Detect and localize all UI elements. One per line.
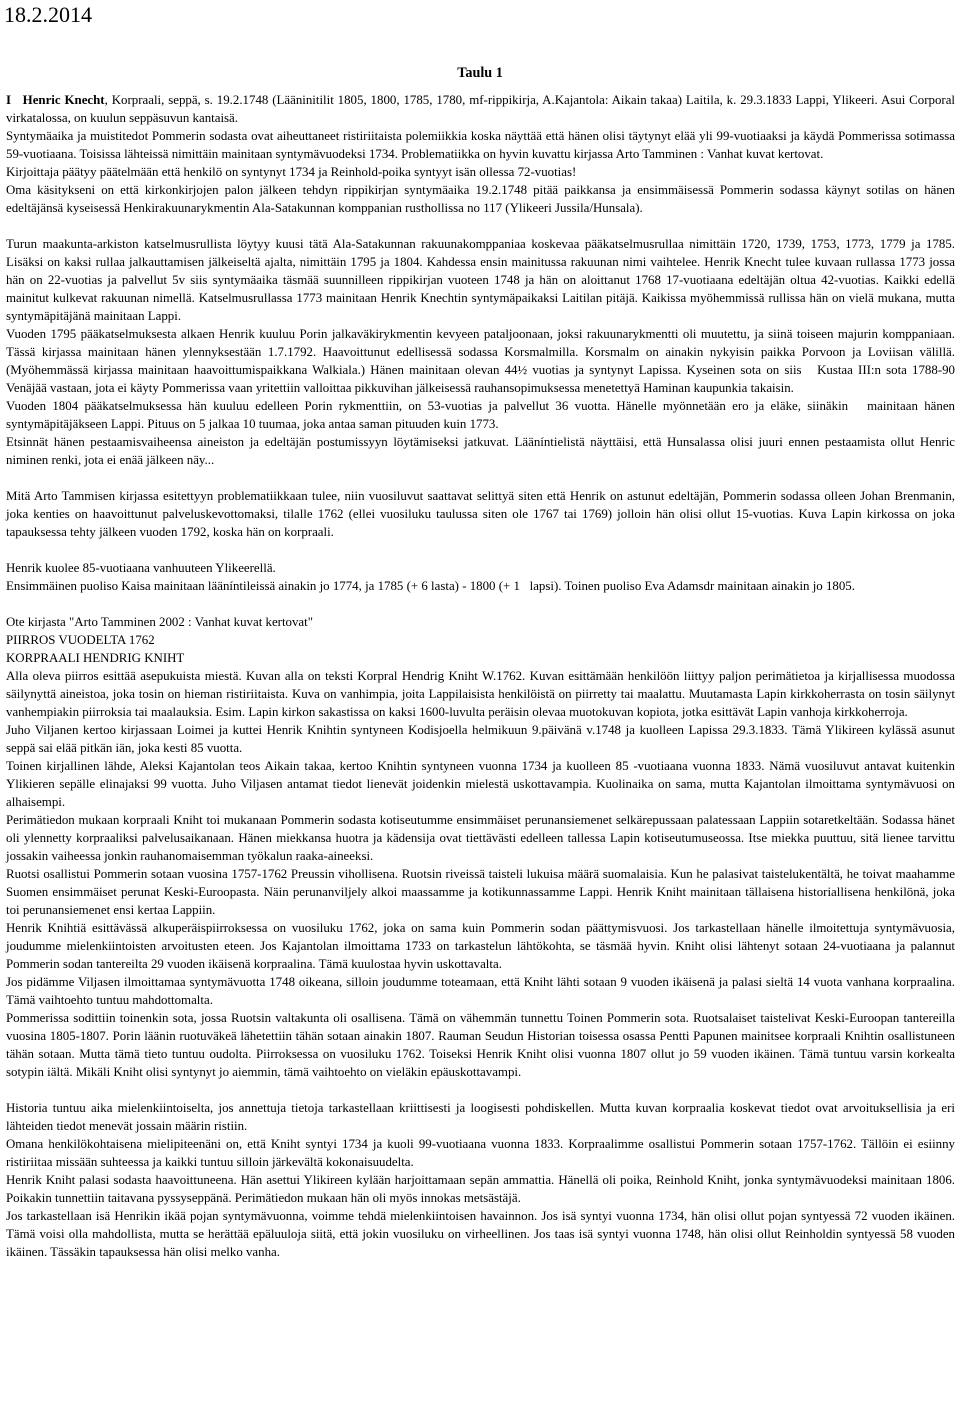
paragraph: Vuoden 1804 pääkatselmuksessa hän kuuluu edelleen Porin rykmenttiin, on 53-vuotias ja palvellut 36 vuotta. Hänelle myönnetään ero ja eläke, siinäkin mainitaan hänen syntymäpitäjäkseen Lappi. Pituus on 5 jalkaa 10 tuumaa, joka antaa saman pituuden kuin 1773.: [6, 399, 959, 431]
document-date: 18.2.2014: [4, 2, 92, 27]
paragraph: Ruotsi osallistui Pommerin sotaan vuosina 1757-1762 Preussin vihollisena. Ruotsin riveissä taisteli lukuisa määrä suomalaisia. Kun he palasivat taistelukentältä, he toivat maahamme Suomen ensimmäiset perunat Keski-Euroopasta. Näin perunanviljely alkoi maassamme ja kotikunnassamme Lappi. Henrik Kniht mainitaan tällaisena historiallisena henkilönä, joka toi perunansiemenet ensi kertaa Lappiin.: [6, 867, 959, 917]
paragraph: Pommerissa sodittiin toinenkin sota, jossa Ruotsin valtakunta oli osallisena. Tämä on vähemmän tunnettu Toinen Pommerin sota. Ruotsalaiset taistelivat Keski-Euroopan tantereilla vuosina 1805-1807. Porin läänin ruotuväkeä lähetettiin tähän sotaan ainakin 1807. Rauman Seudun Historian toisessa osassa Pentti Papunen mainitsee korpraali Knihtin osallistuneen tähän sotaan. Mutta tämä tieto tuntuu oudolta. Piirroksessa on vuosiluku 1762. Toiseksi Henrik Kniht olisi vuonna 1807 ollut jo 59 vuoden ikäinen. Tämä tuntuu varsin korkealta sotурin iältä. Mikäli Kniht olisi syntynyt jo aiemmin, tämä vaihtoehto on vieläkin epäuskottavampi.: [6, 1011, 959, 1079]
paragraph: Henrik Knihtiä esittävässä alkuperäispiirroksessa on vuosiluku 1762, joka on sama kuin Pommerin sodan päättymisvuosi. Jos tarkastellaan hänelle ilmoitettuja syntymävuosia, joudumme mielenkiintoisten arvoitusten eteen. Jos Kajantolan ilmoittama 1733 on tarkastelun lähtökohta, se täsmää hyvin. Kniht olisi lähtenyt sotaan 24-vuotiaana ja palannut Pommerin sodan tantereilta 29 vuoden ikäisenä korpraalina. Tämä kuulostaa hyvin uskottavalta.: [6, 921, 959, 971]
paragraph: Vuoden 1795 pääkatselmuksesta alkaen Henrik kuuluu Porin jalkaväkirykmentin kevyeen pataljoonaan, joksi rakuunarykmentti oli muutettu, ja siinä toiseen majurin komppaniaan. Tässä kirjassa mainitaan hänen ylennyksestään 1.7.1792. Haavoittunut edellisessä sodassa Korsmalmilla. Korsmalm on ainakin nykyisin paikka Porvoon ja Loviisan välillä. (Myöhemmässä kirjassa mainitaan haavoittumispaikkana Walkiala.) Hänen mainitaan olevan 44½ vuotias ja syntynyt Lapissa. Kyseinen sota on siis Kustaa III:n sota 1788-90 Venäjää vastaan, jota ei käyty Pommerissa vaan yritettiin valloittaa pikkuvihan jälkeisessä rauhansopimuksessa menetettyä Haminan kaupunkia takaisin.: [6, 327, 959, 395]
paragraph: Ote kirjasta "Arto Tamminen 2002 : Vanhat kuvat kertovat": [6, 615, 313, 629]
paragraph: Jos pidämme Viljasen ilmoittamaa syntymävuotta 1748 oikeana, silloin joudumme toteamaan, että Kniht lähti sotaan 9 vuoden ikäisenä ja palasi sieltä 14 vuota vanhana korpraalina. Tämä vaihtoehto tuntuu mahdottomalta.: [6, 975, 958, 1007]
paragraph: Jos tarkastellaan isä Henrikin ikää pojan syntymävuonna, voimme tehdä mielenkiintoisen havainnon. Jos isä syntyi vuonna 1734, hän olisi ollut pojan syntyessä 72 vuoden ikäinen. Tämä voisi olla mahdollista, mutta se herättää epäluuloja siitä, että jokin vuosiluku on virheellinen. Jos taas isä syntyi vuonna 1748, hän olisi ollut Reinholdin syntyessä 58 vuoden ikäinen. Tässäkin tapauksessa hän olisi melko vanha.: [6, 1209, 959, 1259]
paragraph: Henrik Kniht palasi sodasta haavoittuneena. Hän asettui Ylikireen kylään harjoittamaan sepän ammattia. Hänellä oli poika, Reinhold Kniht, jonka syntymävuodeksi mainitaan 1806. Poikakin tunnettiin taitavana pyssyseppänä. Perimätiedon mukaan hän oli myös innokas metsästäjä.: [6, 1173, 959, 1205]
paragraph-spacer: [6, 1081, 955, 1099]
paragraph-spacer: [6, 469, 955, 487]
entry-roman: I: [6, 93, 12, 107]
paragraph: Perimätiedon mukaan korpraali Kniht toi mukanaan Pommerin sodasta kotiseutumme ensimmäiset perunansiemenet selkärepussaan palatessaan Lappiin sotaretkeltään. Sodassa hänet oli ylennetty korpraaliksi palvelusaikanaan. Hänen miekkansa huotra ja kädensija ovat tiettävästi edelleen tallessa Lapin kotiseutumuseossa. Itse miekka puuttuu, sitä lienee tarvittu jossakin vaiheessa jonkin rauhanomaisemman työkalun raaka-aineeksi.: [6, 813, 959, 863]
paragraph: KORPRAALI HENDRIG KNIHT: [6, 651, 185, 665]
paragraph: PIIRROS VUODELTA 1762: [6, 633, 155, 647]
entry-heading: [6, 91, 959, 127]
paragraph: Ensimmäinen puoliso Kaisa mainitaan lääníntileissä ainakin jo 1774, ja 1785 (+ 6 lasta) - 1800 (+ 1 lapsi). Toinen puoliso Eva Adamsdr mainitaan ainakin jo 1805.: [6, 579, 855, 593]
paragraph: Oma käsitykseni on että kirkonkirjojen palon jälkeen tehdyn rippikirjan syntymäaika 19.2.1748 pitää paikkansa ja ensimmäisessä Pommerin sodassa käynyt sotilas on hänen edeltäjänsä kyseisessä Henkirakuunarykmentin Ala-Satakunnan komppanian rusthollissa no 117 (Ylikeeri Jussila/Hunsala).: [6, 183, 959, 215]
paragraph: Omana henkilökohtaisena mielipiteenäni on, että Kniht syntyi 1734 ja kuoli 99-vuotiaana vuonna 1833. Korpraalimme osallistui Pommerin sotaan 1757-1762. Tällöin ei esiinny ristiriitaa missään suhteessa ja kaikki tuntuu silloin järkevältä kokonaisuudelta.: [6, 1137, 959, 1169]
paragraph: Turun maakunta-arkiston katselmusrullista löytyy kuusi tätä Ala-Satakunnan rakuunakomppaniaa koskevaa pääkatselmusrullaa nimittäin 1720, 1739, 1753, 1773, 1779 ja 1785. Lisäksi on kaksi rullaa jalkauttamisen jälkeiseltä ajalta, nimittäin 1795 ja 1804. Kahdessa ensin mainitussa rakuunan nimi vaihtelee. Henrik Knecht tulee kuvaan rullassa 1773 jossa hän on 22-vuotias ja palvellut 5v siis syntymäaika täsmää suunnilleen rippikirjan vuoteen 1748 ja hän on aloittanut 1768 17-vuotiaana edeltäjän oltua 42-vuotias. Kaikki edellä mainitut kulkevat rakuunan nimellä. Katselmusrullassa 1773 mainitaan Henrik Knechtin syntymäpaikaksi Laitilan pitäjä. Kaikissa myöhemmissä rullissa hän on vielä mukana, mutta syntymäpitäjänä mainitaan Lappi.: [6, 237, 959, 323]
paragraph: Syntymäaika ja muistitedot Pommerin sodasta ovat aiheuttaneet ristiriitaista polemiikkia koska näyttää että hänen olisi täytynyt elää yli 99-vuotiaaksi ja käydä Pommerissa sotimassa 59-vuotiaana. Toisissa lähteissä nimittäin mainitaan syntymävuodeksi 1734. Problematiikka on hyvin kuvattu kirjassa Arto Tamminen : Vanhat kuvat kertovat.: [6, 129, 959, 161]
paragraph: Henrik kuolee 85-vuotiaana vanhuuteen Ylikeerellä.: [6, 561, 276, 575]
entry-intro: , Korpraali, seppä, s. 19.2.1748 (Lääninitilit 1805, 1800, 1785, 1780, mf-rippikirja, A.Kajantola: Aikain takaa) Laitila, k. 29.3.1833 Lappi, Ylikeeri. Asui Corporal virkatalossa, on kuulun seppäsuvun kantaisä.: [6, 93, 959, 125]
paragraph: Alla oleva piirros esittää asepukuista miestä. Kuvan alla on teksti Korpral Hendrig Kniht W.1762. Kuvan esittämään henkilöön liittyy paljon perimätietoa ja kirjallisessa muodossa säilynyttä aineistoa, joka tosin on hieman ristiriitaista. Kuva on vanhimpia, joita Lappilaisista henkilöistä on piirretty tai maalattu. Muutamasta Lapin kirkkoherrasta on tosin säilynyt vanhempiakin piirroksia tai maalauksia. Esim. Lapin kirkon sakastissa on kaksi 1600-luvulta peräisin olevaa muotokuvan kopiota, jotka esittävät Lapin vanhoja kirkkoherroja.: [6, 669, 959, 719]
paragraph: Mitä Arto Tammisen kirjassa esitettyyn problematiikkaan tulee, niin vuosiluvut saattavat selittyä siten että Henrik on astunut edeltäjän, Pommerin sodassa olleen Johan Brenmanin, joka kenties on haavoittunut palveluskevottomaksi, tilalle 1762 (ellei vuosiluku taulussa siten ole 1767 tai 1769) jolloin hän olisi ollut 15-vuotias. Kuva Lapin kirkossa on joka tapauksessa tehty jälkeen vuoden 1792, koska hän on korpraali.: [6, 489, 959, 539]
document-body: [6, 91, 959, 1261]
paragraph: Toinen kirjallinen lähde, Aleksi Kajantolan teos Aikain takaa, kertoo Knihtin syntyneen vuonna 1734 ja kuolleen 85 -vuotiaana vuonna 1833. Nämä vuosiluvut antavat kuitenkin Ylikieren sepälle elinajaksi 99 vuotta. Juho Viljasen antamat tiedot lienevät joidenkin mielestä uskottavampia. Kuolinaika on sama, mutta Kajantolan ilmoittama syntymävuosi on alhaisempi.: [6, 759, 959, 809]
paragraph: Historia tuntuu aika mielenkiintoiselta, jos annettuja tietoja tarkastellaan kriittisesti ja loogisesti pohdiskellen. Mutta kuvan korpraalia koskevat tiedot ovat arvoituksellisia ja eri lähteiden tiedot menevät jossain määrin ristiin.: [6, 1101, 959, 1133]
paragraph-spacer: [6, 217, 955, 235]
paragraph-spacer: [6, 595, 955, 613]
entry-name: Henric Knecht: [22, 93, 105, 107]
paragraph: Etsinnät hänen pestaamisvaiheensa aineiston ja edeltäjän postumissyyn löytämiseksi jatkuvat. Lääníntielistä näyttäisi, että Hunsalassa olisi juuri ennen pestaamista ollut Henric niminen renki, jota ei enää jälkeen näy...: [6, 435, 959, 467]
paragraph-spacer: [6, 541, 955, 559]
paragraph-list: [6, 127, 959, 1261]
table-title: Taulu 1: [457, 65, 503, 81]
paragraph: Juho Viljanen kertoo kirjassaan Loimei ja kuttei Henrik Knihtin syntyneen Kodisjoella helmikuun 9.päivänä v.1748 ja kuolleen Lapissa 29.3.1833. Tämä Ylikireen kylässä asunut seppä sai elää pitkän iän, joka kesti 85 vuotta.: [6, 723, 959, 755]
paragraph: Kirjoittaja päätyy päätelmään että henkilö on syntynyt 1734 ja Reinhold-poika syntyyt isän ollessa 72-vuotias!: [6, 165, 577, 179]
